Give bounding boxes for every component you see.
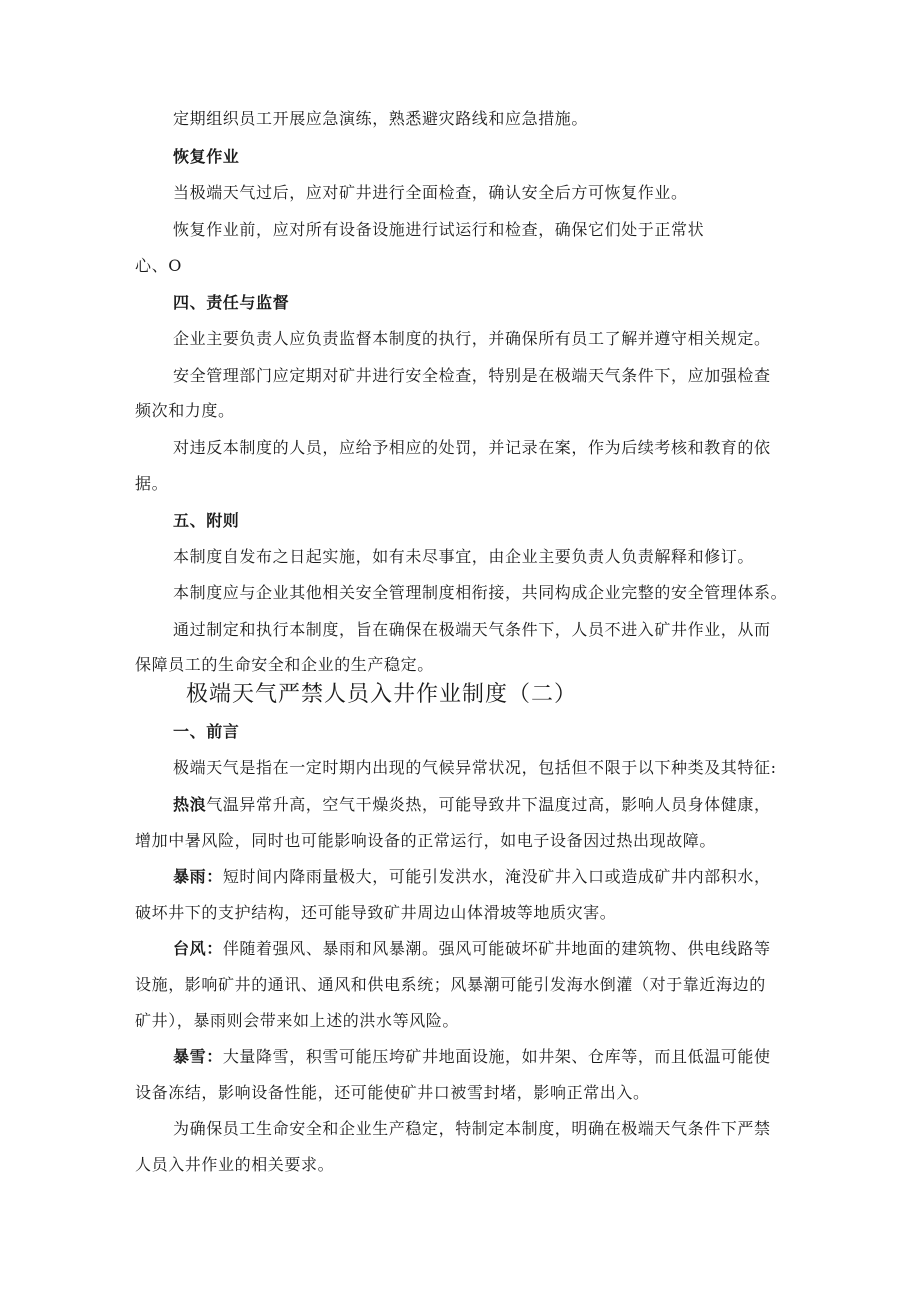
paragraph-line: 为确保员工生命安全和企业生产稳定，特制定本制度，明确在极端天气条件下严禁 — [173, 1119, 771, 1138]
term-typhoon: 台风： — [173, 939, 223, 958]
subheading-recovery: 恢复作业 — [173, 147, 240, 166]
paragraph-line: 极端天气是指在一定时期内出现的气候异常状况，包括但不限于以下种类及其特征: — [173, 758, 777, 777]
paragraph-line: 破坏井下的支护结构，还可能导致矿井周边山体滑坡等地质灾害。 — [135, 903, 617, 922]
section-heading-preface: 一、前言 — [173, 722, 240, 741]
paragraph-line: 暴雨：短时间内降雨量极大，可能引发洪水，淹没矿井入口或造成矿井内部积水， — [173, 867, 771, 886]
paragraph-line: 恢复作业前，应对所有设备设施进行试运行和检查，确保它们处于正常状 — [173, 220, 705, 239]
paragraph-line: 矿井），暴雨则会带来如上述的洪水等风险。 — [135, 1011, 460, 1030]
paragraph-line: 安全管理部门应定期对矿井进行安全检查，特别是在极端天气条件下，应加强检查 — [173, 366, 771, 385]
paragraph-line: 增加中暑风险，同时也可能影响设备的正常运行，如电子设备因过热出现故障。 — [135, 831, 717, 850]
paragraph-line: 通过制定和执行本制度，旨在确保在极端天气条件下，人员不进入矿井作业，从而 — [173, 620, 771, 639]
paragraph-line: 台风：伴随着强风、暴雨和风暴潮。强风可能破坏矿井地面的建筑物、供电线路等 — [173, 939, 771, 958]
term-heatwave: 热浪 — [173, 795, 207, 814]
paragraph-line: 保障员工的生命安全和企业的生产稳定。 — [135, 655, 434, 674]
paragraph-line: 心、O — [135, 256, 182, 275]
paragraph-line: 定期组织员工开展应急演练，熟悉避灾路线和应急措施。 — [173, 109, 589, 128]
paragraph-line: 企业主要负责人应负责监督本制度的执行，并确保所有员工了解并遵守相关规定。 — [173, 329, 771, 348]
paragraph-line: 暴雪：大量降雪，积雪可能压垮矿井地面设施，如井架、仓库等，而且低温可能使 — [173, 1047, 771, 1066]
paragraph-line: 当极端天气过后，应对矿井进行全面检查，确认安全后方可恢复作业。 — [173, 183, 688, 202]
paragraph-line: 本制度应与企业其他相关安全管理制度相衔接，共同构成企业完整的安全管理体系。 — [173, 583, 788, 602]
term-rainstorm: 暴雨： — [173, 867, 223, 886]
section-heading-responsibility: 四、责任与监督 — [173, 293, 290, 312]
section-heading-appendix: 五、附则 — [173, 511, 240, 530]
paragraph-line: 人员入井作业的相关要求。 — [135, 1155, 335, 1174]
document-title: 极端天气严禁人员入井作业制度（二） — [186, 682, 578, 707]
term-blizzard: 暴雪： — [173, 1047, 223, 1066]
paragraph-line: 频次和力度。 — [135, 401, 235, 420]
paragraph-line: 对违反本制度的人员，应给予相应的处罚，并记录在案，作为后续考核和教育的依 — [173, 438, 771, 457]
paragraph-line: 设备冻结，影响设备性能，还可能使矿井口被雪封堵，影响正常出入。 — [135, 1083, 650, 1102]
paragraph-line: 据。 — [135, 474, 169, 493]
paragraph-line: 本制度自发布之日起实施，如有未尽事宜，由企业主要负责人负责解释和修订。 — [173, 547, 755, 566]
paragraph-line: 热浪气温异常升高，空气干燥炎热，可能导致井下温度过高，影响人员身体健康， — [173, 795, 771, 814]
paragraph-line: 设施，影响矿井的通讯、通风和供电系统；风暴潮可能引发海水倒灌（对于靠近海边的 — [135, 975, 766, 994]
